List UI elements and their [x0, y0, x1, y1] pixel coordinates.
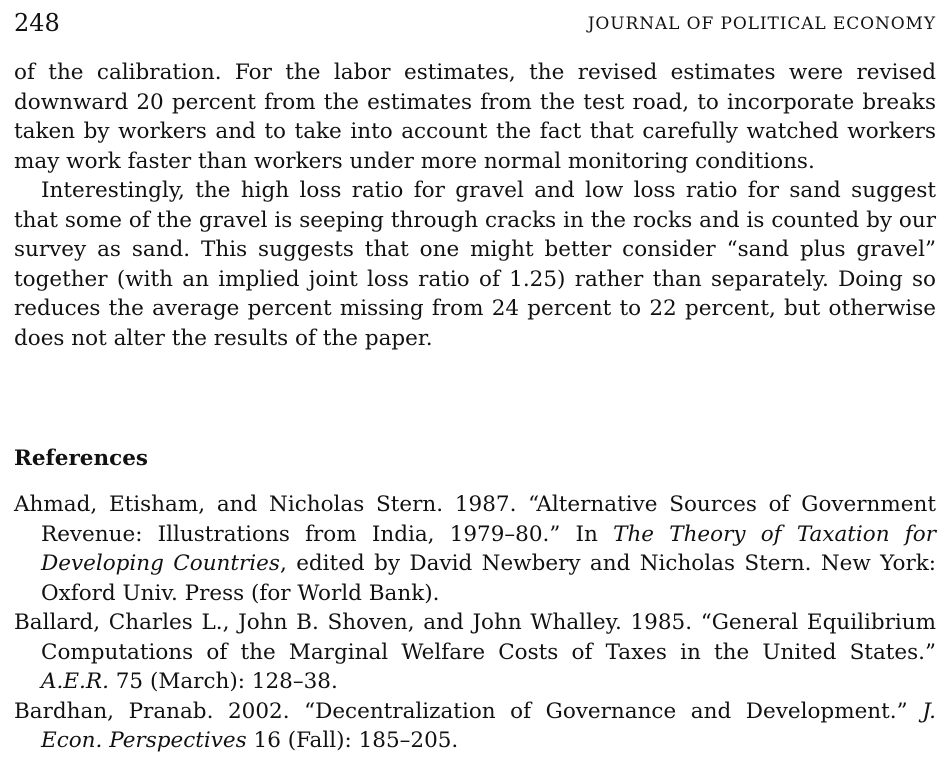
- reference-italic-journal: A.E.R.: [41, 669, 109, 694]
- reference-entry-bardhan: [14, 697, 936, 756]
- reference-text: Ahmad, Etisham, and Nicholas Stern. 1987. “Alternative Sources of Government Revenue: Illustrations from India, 1979–80.” In: [14, 492, 936, 547]
- reference-text: Ballard, Charles L., John B. Shoven, and John Whalley. 1985. “General Equilibrium Computations of the Marginal Welfare Costs of Taxes in the United States.”: [14, 610, 936, 665]
- references-list: [14, 490, 936, 756]
- body-paragraph: Interestingly, the high loss ratio for gravel and low loss ratio for sand suggest that some of the gravel is seeping through cracks in the rocks and is counted by our survey as sand. This suggests that one might better consider “sand plus gravel” together (with an implied joint loss ratio of 1.25) rather than separately. Doing so reduces the average percent missing from 24 percent to 22 percent, but otherwise does not alter the results of the paper.: [14, 178, 936, 351]
- references-heading: References: [14, 446, 148, 471]
- reference-italic-title: The Theory of Taxation for Developing Countries: [41, 521, 936, 576]
- reference-text: 75 (March): 128–38.: [108, 669, 338, 694]
- running-head: JOURNAL OF POLITICAL ECONOMY: [587, 14, 936, 34]
- reference-italic-journal: J. Econ. Perspectives: [41, 698, 936, 753]
- body-text: [14, 58, 936, 353]
- reference-text: 16 (Fall): 185–205.: [246, 728, 459, 753]
- reference-entry-ballard: [14, 608, 936, 697]
- body-paragraph-continued: of the calibration. For the labor estimates, the revised estimates were revised downward 20 percent from the estimates from the test road, to incorporate breaks taken by workers and to take into account the fact that carefully watched workers may work faster than workers under more normal monitoring conditions.: [14, 60, 936, 174]
- reference-entry-ahmad: [14, 490, 936, 608]
- reference-text: , edited by David Newbery and Nicholas Stern. New York: Oxford Univ. Press (for World Bank).: [41, 551, 937, 606]
- reference-text: Bardhan, Pranab. 2002. “Decentralization of Governance and Development.”: [14, 698, 923, 724]
- page-number: 248: [14, 9, 60, 37]
